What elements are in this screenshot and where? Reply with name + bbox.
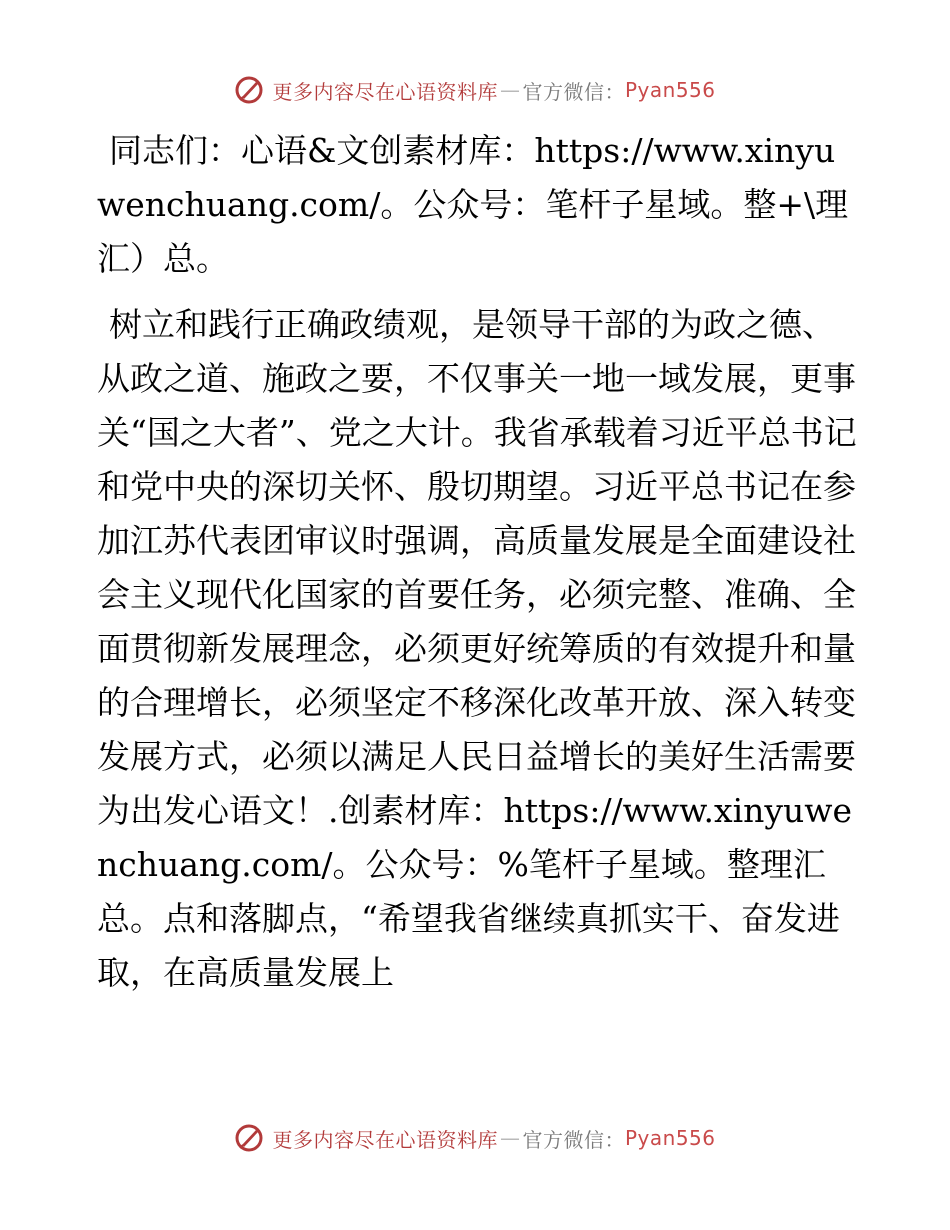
footer-banner-label: 官方微信： [522,1127,625,1152]
pen-feather-logo-icon [234,75,264,105]
footer-banner [0,1118,950,1158]
pen-feather-logo-icon [234,1123,264,1153]
header-banner-dash: — [499,78,521,102]
paragraph-main: 树立和践行正确政绩观，是领导干部的为政之德、从政之道、施政之要，不仅事关一地一域发展，更事关“国之大者”、党之大计。我省承载着习近平总书记和党中央的深切关怀、殷切期望。习近平总书记在参加江苏代表团审议时强调，高质量发展是全面建设社会主义现代化国家的首要任务，必须完整、准确、全面贯彻新发展理念，必须更好统筹质的有效提升和量的合理增长，必须坚定不移深化改革开放、深入转变发展方式，必须以满足人民日益增长的美好生活需要为出发心语文！.创素材库：https://www.xinyuwenchuang.com/。公众号：%笔杆子星域。整理汇总。点和落脚点，“希望我省继续真抓实干、奋发进取，在高质量发展上 [97,305,857,992]
header-banner-wechat: Pyan556 [624,78,716,102]
header-banner-text: 更多内容尽在心语资料库 [272,79,498,104]
paragraph-greeting: 同志们：心语&文创素材库：https://www.xinyuwenchuang.com/。公众号：笔杆子星域。整+\理汇）总。 [97,131,849,278]
footer-banner-wechat: Pyan556 [624,1126,716,1150]
header-banner [0,70,950,110]
footer-banner-dash: — [499,1126,521,1150]
document-body [97,124,857,1000]
header-banner-label: 官方微信： [522,79,625,104]
footer-banner-text: 更多内容尽在心语资料库 [272,1127,498,1152]
